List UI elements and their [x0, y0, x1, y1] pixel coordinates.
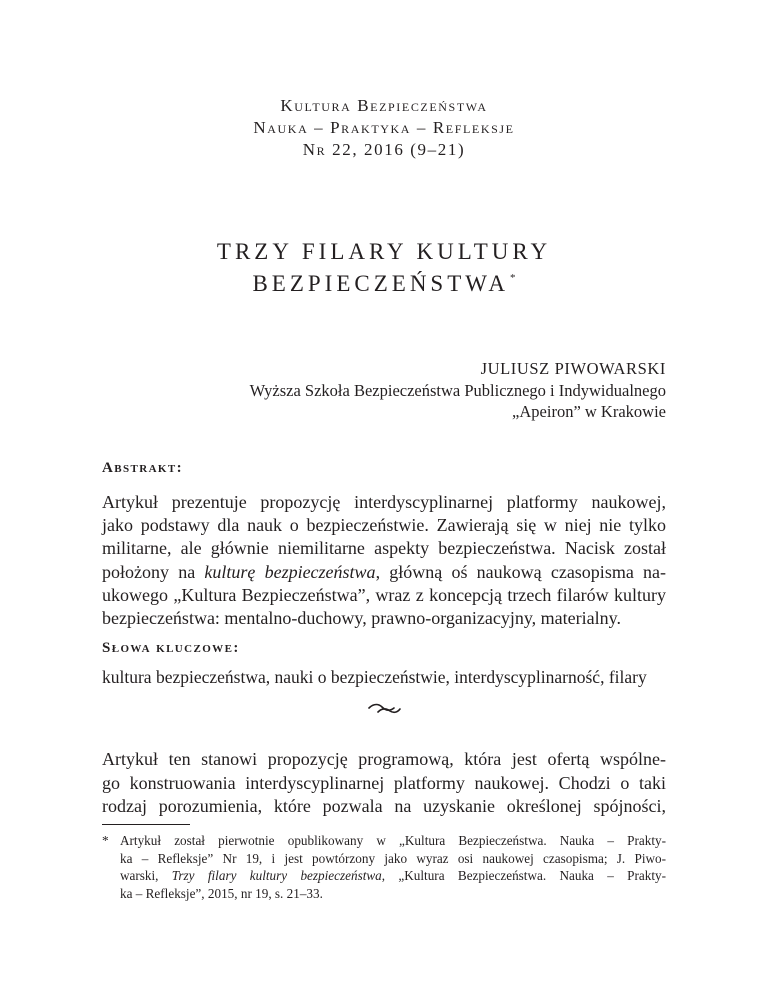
abstract-line — [102, 561, 666, 584]
abstract-heading: Abstrakt: — [102, 460, 183, 476]
author-block — [250, 358, 666, 423]
article-title — [0, 238, 768, 297]
footnote-mark: * — [102, 833, 109, 848]
author-affiliation-1: Wyższa Szkoła Bezpieczeństwa Publicznego i Indywidualnego — [249, 380, 666, 400]
author-affiliation-2: „Apeiron” w Krakowie — [512, 402, 666, 421]
footnote-text-segment: warski, — [120, 868, 172, 884]
abstract-text-segment: , główną oś naukową czasopisma na- — [375, 561, 666, 582]
title-footnote-mark: * — [510, 272, 516, 284]
keywords-heading: Słowa kluczowe: — [102, 640, 240, 656]
abstract-text-segment: położony na — [102, 561, 205, 582]
abstract-line: Artykuł prezentuje propozycję interdyscyplinarnej platformy naukowej, — [102, 492, 666, 512]
footnote-text-segment: , „Kultura Bezpieczeństwa. Nauka – Prakty- — [381, 868, 666, 884]
footnote-line: ka – Refleksje” Nr 19, i jest powtórzony jako wyraz osi naukowej czasopisma; J. Piwo- — [120, 850, 666, 866]
abstract-line: ukowego „Kultura Bezpieczeństwa”, wraz z koncepcją trzech filarów kultury — [102, 584, 666, 605]
body-line: rodzaj porozumienia, które pozwala na uzyskanie określonej spójności, — [102, 796, 666, 816]
body-line: Artykuł ten stanowi propozycję programową, która jest ofertą wspólne- — [102, 749, 666, 769]
journal-subtitle: Nauka – Praktyka – Refleksje — [253, 118, 515, 137]
abstract-line: bezpieczeństwa: mentalno-duchowy, prawno-organizacyjny, materialny. — [102, 607, 621, 628]
title-line-1: TRZY FILARY KULTURY — [216, 239, 552, 264]
author-name: JULIUSZ PIWOWARSKI — [480, 359, 666, 378]
footnote-line — [102, 867, 666, 885]
footnote-text-segment: Artykuł został pierwotnie opublikowany w „Kultura Bezpieczeństwa. Nauka – Prakty- — [120, 833, 666, 848]
abstract-emphasis: kulturę bezpieczeństwa — [204, 561, 376, 582]
journal-issue: Nr 22, 2016 (9–21) — [302, 140, 466, 159]
body-text — [102, 748, 666, 819]
footnote-cited-title: Trzy filary kultury bezpieczeństwa — [171, 868, 382, 884]
footnote — [102, 832, 666, 902]
footnote-line: ka – Refleksje”, 2015, nr 19, s. 21–33. — [120, 885, 323, 901]
keywords-text: kultura bezpieczeństwa, nauki o bezpieczeństwie, interdyscyplinarność, filary — [102, 667, 647, 687]
abstract-line: militarne, ale głównie niemilitarne aspekty bezpieczeństwa. Nacisk został — [102, 538, 666, 559]
journal-name: Kultura Bezpieczeństwa — [280, 96, 488, 115]
title-line-2 — [0, 265, 768, 297]
section-divider-swash — [364, 699, 404, 719]
footnote-separator — [102, 824, 190, 825]
abstract-line: jako podstawy dla nauk o bezpieczeństwie. Zawierają się w niej nie tylko — [102, 515, 666, 536]
title-line-2-text: BEZPIECZEŃSTWA — [252, 271, 510, 296]
abstract-text — [102, 491, 666, 630]
body-line: go konstruowania interdyscyplinarnej platformy naukowej. Chodzi o taki — [102, 772, 666, 793]
journal-header — [0, 95, 768, 161]
footnote-line — [102, 832, 666, 850]
